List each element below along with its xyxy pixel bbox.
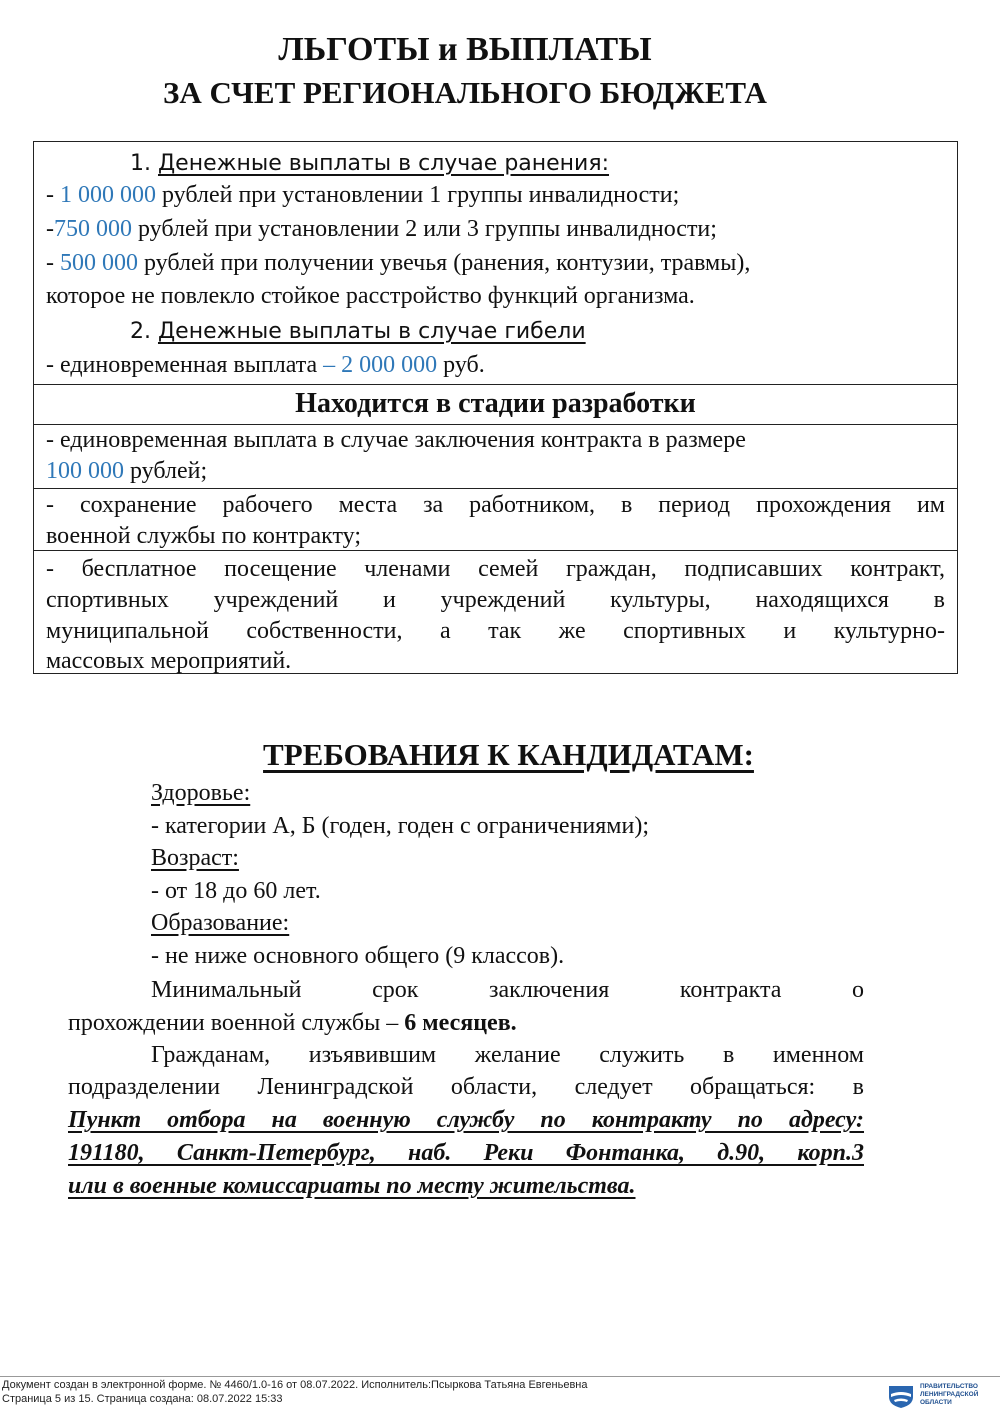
- payment-item-2: -750 000 рублей при установлении 2 или 3 группы инвалидности;: [46, 216, 717, 242]
- development-item-3-line-2: спортивных учреждений и учреждений культуры, находящихся в: [46, 587, 945, 613]
- min-term-line-2: прохождении военной службы – 6 месяцев.: [68, 1010, 517, 1036]
- footer-line-2: Страница 5 из 15. Страница создана: 08.07.2022 15:33: [2, 1393, 283, 1405]
- contact-address-line-3: или в военные комиссариаты по месту жительства.: [68, 1173, 636, 1199]
- development-item-1-line-2: 100 000 рублей;: [46, 458, 208, 484]
- requirements-title: ТРЕБОВАНИЯ К КАНДИДАТАМ:: [263, 737, 754, 772]
- min-term-line-1: Минимальный срок заключения контракта о: [151, 977, 864, 1003]
- payment-item-3-continuation: которое не повлекло стойкое расстройство функций организма.: [46, 283, 695, 309]
- contact-address-line-2: 191180, Санкт-Петербург, наб. Реки Фонтанка, д.90, корп.3: [68, 1140, 864, 1166]
- age-label: Возраст:: [151, 845, 239, 871]
- contact-line-1: Гражданам, изъявившим желание служить в именном: [151, 1042, 864, 1068]
- payment-item-3: - 500 000 рублей при получении увечья (ранения, контузии, травмы),: [46, 250, 751, 276]
- logo-text-line-3: ОБЛАСТИ: [920, 1399, 952, 1406]
- education-value: - не ниже основного общего (9 классов).: [151, 943, 565, 969]
- development-item-2: [34, 488, 957, 550]
- section1-heading: 1. Денежные выплаты в случае ранения:: [130, 151, 610, 176]
- development-heading: Находится в стадии разработки: [295, 388, 696, 419]
- title-line-2: ЗА СЧЕТ РЕГИОНАЛЬНОГО БЮДЖЕТА: [163, 75, 767, 110]
- development-item-3-line-1: - бесплатное посещение членами семей граждан, подписавших контракт,: [46, 556, 945, 582]
- contact-address-line-1: Пункт отбора на военную службу по контракту по адресу:: [68, 1107, 864, 1133]
- logo-text-line-2: ЛЕНИНГРАДСКОЙ: [920, 1391, 979, 1398]
- age-value: - от 18 до 60 лет.: [151, 878, 321, 904]
- development-item-1-line-1: - единовременная выплата в случае заключения контракта в размере: [46, 427, 746, 453]
- development-heading-row: [34, 384, 957, 424]
- development-item-1: [34, 424, 957, 488]
- section2-heading: 2. Денежные выплаты в случае гибели: [130, 319, 586, 344]
- health-value: - категории А, Б (годен, годен с ограничениями);: [151, 813, 649, 839]
- payment-item-1: - 1 000 000 рублей при установлении 1 группы инвалидности;: [46, 182, 680, 208]
- development-item-3-line-3: муниципальной собственности, а так же спортивных и культурно-: [46, 618, 945, 644]
- benefits-table: [33, 141, 958, 674]
- death-payment-item: - единовременная выплата – 2 000 000 руб.: [46, 352, 485, 378]
- development-item-2-line-2: военной службы по контракту;: [46, 523, 361, 549]
- development-item-3: [34, 550, 957, 675]
- development-item-2-line-1: - сохранение рабочего места за работником, в период прохождения им: [46, 492, 945, 518]
- education-label: Образование:: [151, 910, 290, 936]
- logo-text-line-1: ПРАВИТЕЛЬСТВО: [920, 1383, 978, 1390]
- title-line-1: ЛЬГОТЫ и ВЫПЛАТЫ: [278, 31, 652, 68]
- health-label: Здоровье:: [151, 780, 251, 806]
- payments-cell: [34, 142, 957, 386]
- contact-line-2: подразделении Ленинградской области, следует обращаться: в: [68, 1074, 864, 1100]
- footer-line-1: Документ создан в электронной форме. № 4460/1.0-16 от 08.07.2022. Исполнитель:Псыркова Татьяна Евгеньевна: [2, 1379, 588, 1391]
- development-item-3-line-4: массовых мероприятий.: [46, 648, 292, 674]
